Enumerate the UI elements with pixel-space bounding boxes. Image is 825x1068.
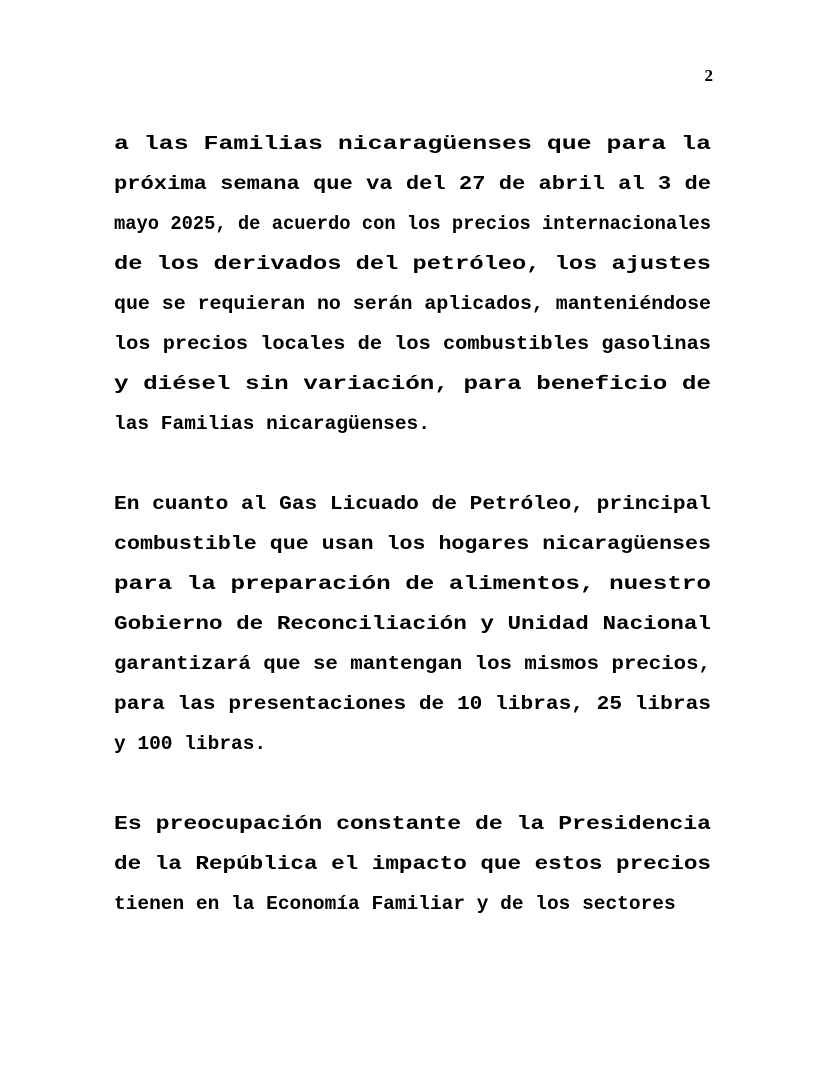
page-number: 2 — [704, 66, 713, 85]
text-line-content: Gobierno de Reconciliación y Unidad Nacional — [114, 613, 711, 635]
text-line-content: tienen en la Economía Familiar y de los sectores — [114, 893, 676, 915]
document-body — [114, 124, 711, 924]
text-line-content: para las presentaciones de 10 libras, 25 libras — [114, 693, 711, 715]
text-line-content: que se requieran no serán aplicados, manteniéndose — [114, 293, 711, 315]
text-line-content: garantizará que se mantengan los mismos precios, — [114, 653, 711, 675]
text-line — [114, 724, 711, 764]
text-line-content: de los derivados del petróleo, los ajustes — [114, 253, 711, 275]
text-line — [114, 284, 711, 324]
text-line-content: y diésel sin variación, para beneficio de — [114, 373, 711, 395]
text-line — [114, 844, 711, 884]
text-line — [114, 564, 711, 604]
text-line — [114, 244, 711, 284]
text-line-content: próxima semana que va del 27 de abril al 3 de — [114, 173, 711, 195]
paragraph — [114, 804, 711, 924]
text-line — [114, 164, 711, 204]
paragraph — [114, 484, 711, 764]
text-line-content: para la preparación de alimentos, nuestro — [114, 573, 711, 595]
paragraph — [114, 124, 711, 444]
text-line — [114, 804, 711, 844]
text-line-content: combustible que usan los hogares nicaragüenses — [114, 533, 711, 555]
text-line — [114, 204, 711, 244]
text-line — [114, 644, 711, 684]
text-line — [114, 484, 711, 524]
text-line — [114, 404, 711, 444]
text-line — [114, 524, 711, 564]
text-line — [114, 884, 711, 924]
text-line-content: mayo 2025, de acuerdo con los precios internacionales — [114, 213, 711, 235]
text-line-content: los precios locales de los combustibles gasolinas — [114, 333, 711, 355]
text-line-content: En cuanto al Gas Licuado de Petróleo, principal — [114, 493, 711, 515]
text-line-content: a las Familias nicaragüenses que para la — [114, 133, 711, 155]
text-line — [114, 124, 711, 164]
text-line — [114, 604, 711, 644]
text-line — [114, 684, 711, 724]
text-line — [114, 324, 711, 364]
text-line-content: Es preocupación constante de la Presidencia — [114, 813, 711, 835]
text-line-content: y 100 libras. — [114, 733, 267, 755]
text-line — [114, 364, 711, 404]
text-line-content: las Familias nicaragüenses. — [114, 413, 430, 435]
text-line-content: de la República el impacto que estos precios — [114, 853, 711, 875]
